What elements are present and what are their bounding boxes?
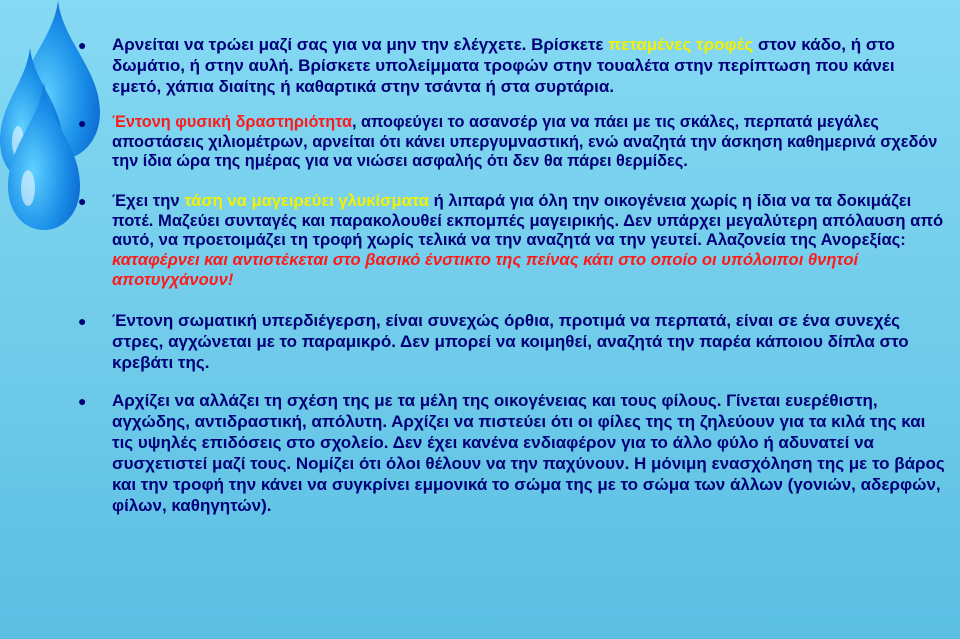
bullet-dot: ● <box>78 392 87 409</box>
text-segment: Αρχίζει να αλλάζει τη σχέση της με τα μέλη της οικογένειας και τους φίλους. Γίνεται ευερέθιστη, αγχώδης, αντιδραστική, απόλυτη. Αρχίζει να πιστεύει ότι οι φίλες της τη ζηλεύουν για τα κιλά της και τις υψηλές επιδόσεις στο σχολείο. Δεν έχει κανένα ενδιαφέρον για το άλλο φύλο ή αδυνατεί να συσχετιστεί μαζί τους. Νομίζει ότι όλοι θέλουν να την παχύνουν. Η μόνιμη ενασχόληση της με το βάρος και την τροφή την κάνει να συγκρίνει εμμονικά το σώμα της με το σώμα των άλλων (γονιών, αδερφών, φίλων, καθηγητών). <box>112 390 945 515</box>
text-segment: , αποφεύγει το ασανσέρ για να πάει με τις σκάλες, περπατά μεγάλες αποστάσεις χιλιομέτρων, αρνείται ότι κάνει υπεργυμναστική, ενώ αναζητά την άσκηση καθημερινά σχεδόν την ίδια ώρα της ημέρας για να νιώσει ασφαλής ότι δεν θα πάρει θερμίδες. <box>112 113 938 171</box>
emphasis-text: καταφέρνει και αντιστέκεται στο βασικό ένστικτο της πείνας κάτι στο οποίο οι υπόλοιποι θνητοί αποτυγχάνουν! <box>112 250 859 289</box>
bullet-physical-activity <box>78 113 948 172</box>
text-segment: Αρνείται να τρώει μαζί σας για να μην την ελέγχετε. Βρίσκετε <box>112 35 609 54</box>
text-segment: στον κάδο, ή στο δωμάτιο, ή στην αυλή. Βρίσκετε υπολείμματα τροφών στην τουαλέτα στην περίπτωση που κάνει εμετό, χάπια διαίτης ή καθαρτικά στην τσάντα ή στα συρτάρια. <box>112 35 895 96</box>
bullet-dot: ● <box>78 312 87 329</box>
bullet-dot: ● <box>78 115 87 131</box>
text-segment: Έχει την <box>112 190 185 210</box>
text-segment: Έντονη σωματική υπερδιέγερση, είναι συνεχώς όρθια, προτιμά να περπατά, είναι σε ένα συνεχές στρες, αγχώνεται με το παραμικρό. Δεν μπορεί να κοιμηθεί, αναζητά την παρέα κάποιου δίπλα στο κρεβάτι της. <box>112 310 909 372</box>
highlight-text: πεταμένες τροφές <box>608 35 754 54</box>
bullet-hyperarousal <box>78 310 948 373</box>
bullet-cooking <box>78 191 948 290</box>
highlight-text: τάση να μαγειρεύει γλυκίσματα <box>184 190 430 210</box>
highlight-text: Έντονη φυσική δραστηριότητα <box>112 113 352 131</box>
bullet-dot: ● <box>78 37 87 53</box>
text-segment: ή λιπαρά για όλη την οικογένεια χωρίς η ίδια να τα δοκιμάζει ποτέ. Μαζεύει συνταγές και παρακολουθεί εκπομπές μαγειρικής. Δεν υπάρχει μεγαλύτερη απόλαυση από αυτό, να προετοιμάζει τη τροφή χωρίς τελικά να την αναζητά να την γευτεί. Αλαζονεία της Ανορεξίας: <box>112 190 944 250</box>
slide-content <box>78 34 948 516</box>
bullet-dot: ● <box>78 192 87 209</box>
bullet-hidden-food <box>78 34 948 97</box>
bullet-relationships <box>78 390 948 516</box>
